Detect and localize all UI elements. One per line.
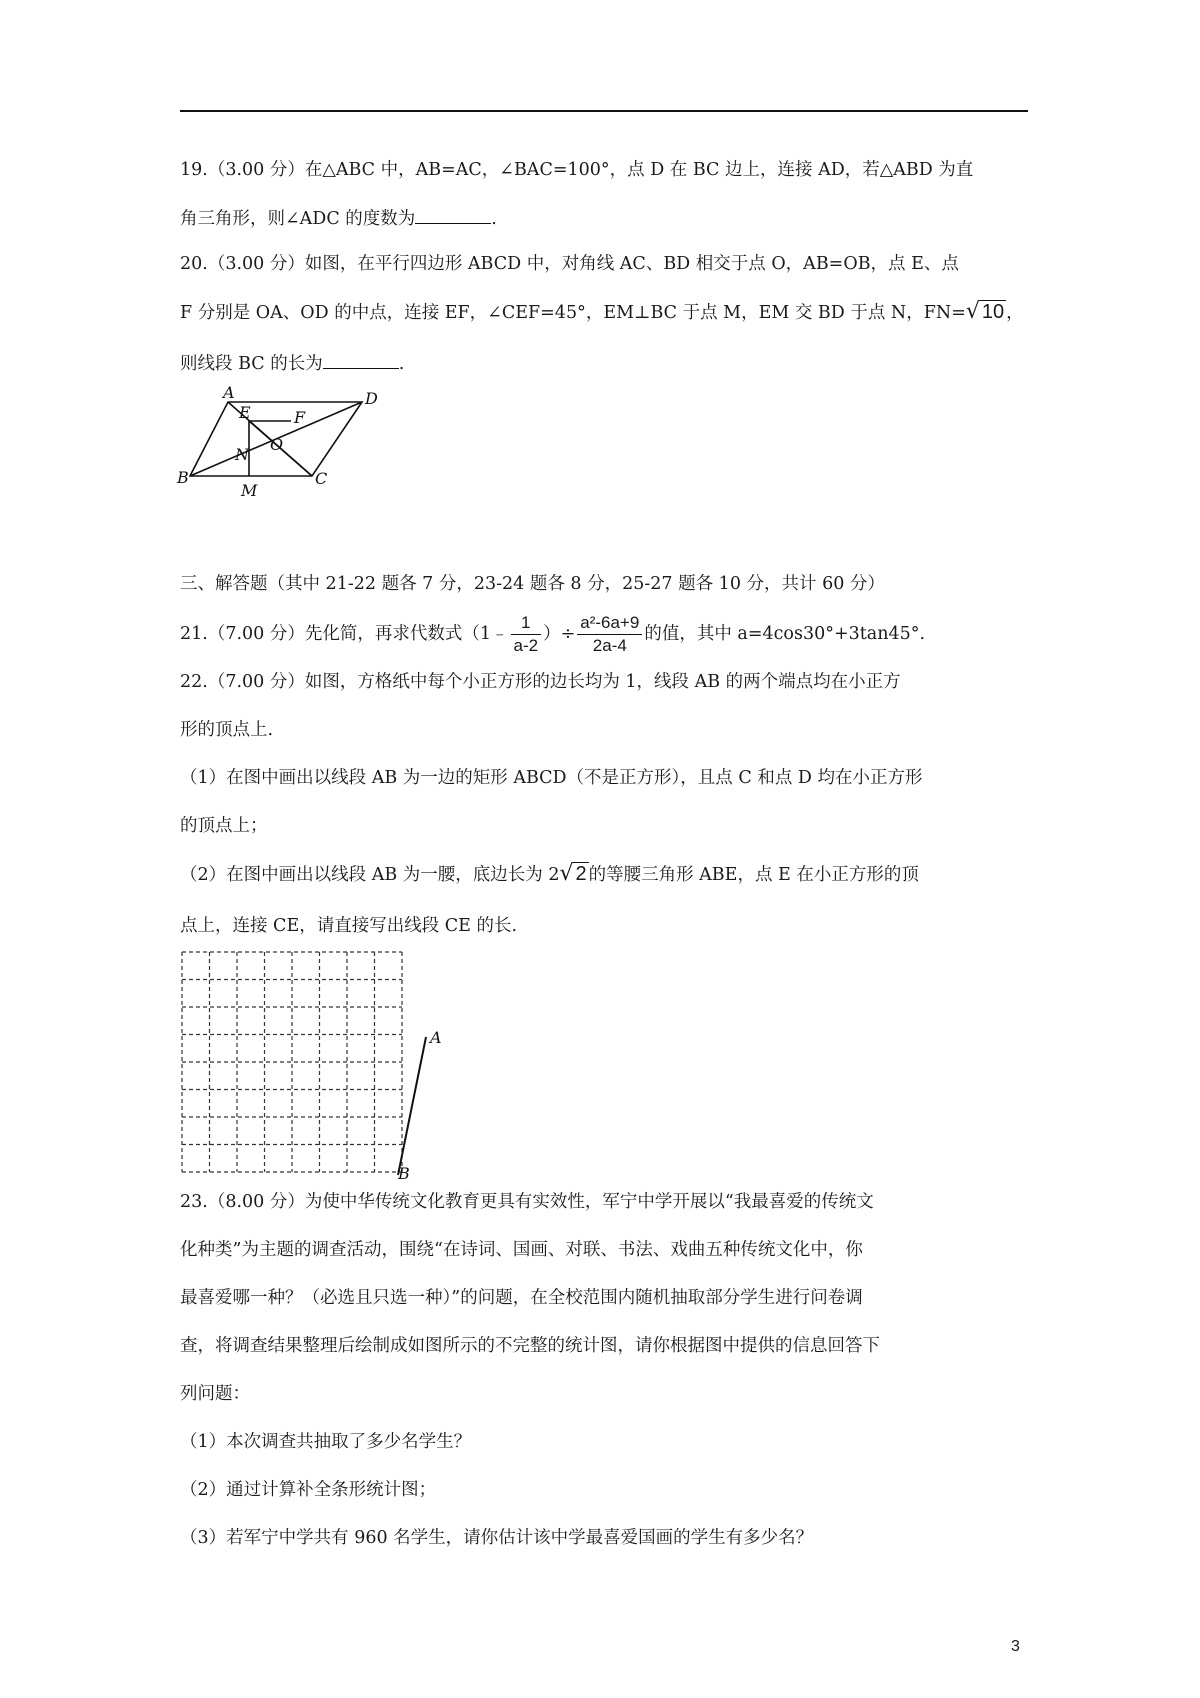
q22-sqrt-radicand: 2 (575, 863, 587, 885)
q19-line2-end: . (491, 209, 497, 229)
q19-answer-blank (415, 205, 491, 224)
q21-fraction-1 (511, 612, 542, 657)
label-o: O (270, 435, 284, 454)
label-f: F (294, 408, 306, 427)
q20-answer-blank (323, 350, 399, 369)
q19-line1: 19.（3.00 分）在△ABC 中，AB=AC，∠BAC=100°，点 D 在 BC 边上，连接 AD，若△ABD 为直 (180, 160, 974, 180)
label-e: E (239, 403, 251, 422)
q23-line3: 最喜爱哪一种？（必选且只选一种）”的问题，在全校范围内随机抽取部分学生进行问卷调 (180, 1288, 863, 1308)
q22-line2: 形的顶点上. (180, 720, 274, 740)
label-n: N (235, 445, 249, 464)
q22-sqrt: √ 2 (559, 861, 587, 886)
q22-part2-line2: 点上，连接 CE，请直接写出线段 CE 的长. (180, 916, 518, 936)
q20-line1: 20.（3.00 分）如图，在平行四边形 ABCD 中，对角线 AC、BD 相交于点 O，AB=OB，点 E、点 (180, 254, 959, 274)
q23-line4: 查，将调查结果整理后绘制成如图所示的不完整的统计图，请你根据图中提供的信息回答下 (180, 1336, 880, 1356)
q20-line3-text: 则线段 BC 的长为 (180, 354, 323, 374)
q22-part2-rest: 的等腰三角形 ABE，点 E 在小正方形的顶 (588, 865, 919, 885)
q22-line1: 22.（7.00 分）如图，方格纸中每个小正方形的边长均为 1，线段 AB 的两个端点均在小正方 (180, 672, 901, 692)
label-b: B (177, 468, 189, 487)
q21-frac1-numerator: 1 (511, 612, 542, 635)
q21-fraction-2 (577, 612, 642, 657)
label-a: A (223, 385, 235, 402)
header-rule (180, 110, 1028, 112)
q23-part3: （3）若军宁中学共有 960 名学生，请你估计该中学最喜爱国画的学生有多少名？ (180, 1528, 814, 1548)
q20-line2 (180, 300, 1040, 325)
label-d: D (365, 389, 378, 408)
q21-line (180, 610, 1040, 658)
q21-suffix: 的值，其中 a=4cos30°+3tan45°. (644, 624, 926, 644)
q20-sqrt-radicand: 10 (981, 301, 1005, 323)
q21-frac2-numerator: a²-6a+9 (577, 612, 642, 635)
q23-line5: 列问题： (180, 1384, 250, 1404)
grid-label-b: B (398, 1164, 410, 1182)
parallelogram-figure (175, 385, 395, 505)
label-m: M (241, 481, 258, 500)
q23-part2: （2）通过计算补全条形统计图； (180, 1480, 437, 1500)
grid-label-a: A (430, 1028, 442, 1047)
q20-line2-end: ， (1006, 303, 1024, 323)
q20-sqrt: √ 10 (965, 299, 1005, 324)
page-number: 3 (1011, 1638, 1020, 1655)
q19-line2 (180, 205, 1040, 231)
q21-divide: ）÷ (543, 624, 576, 644)
section3-heading: 三、解答题（其中 21-22 题各 7 分，23-24 题各 8 分，25-27 题各 10 分，共计 60 分） (180, 574, 885, 594)
q20-line2-text: F 分别是 OA、OD 的中点，连接 EF，∠CEF=45°，EM⊥BC 于点 M，EM 交 BD 于点 N，FN= (180, 303, 966, 323)
q21-frac1-denominator: a-2 (513, 636, 539, 655)
q22-part1-line1: （1）在图中画出以线段 AB 为一边的矩形 ABCD（不是正方形），且点 C 和点 D 均在小正方形 (180, 768, 923, 788)
q23-line1: 23.（8.00 分）为使中华传统文化教育更具有实效性，军宁中学开展以“我最喜爱的传统文 (180, 1192, 874, 1212)
q21-frac2-denominator: 2a-4 (592, 636, 627, 655)
q20-line3-end: . (398, 354, 405, 374)
q22-part2-text: （2）在图中画出以线段 AB 为一腰，底边长为 2 (180, 865, 560, 885)
q23-line2: 化种类”为主题的调查活动，围绕“在诗词、国画、对联、书法、戏曲五种传统文化中，你 (180, 1240, 863, 1260)
q22-part1-line2: 的顶点上； (180, 816, 268, 836)
label-c: C (315, 469, 328, 488)
q22-part2-line1 (180, 862, 1040, 887)
q19-line2-text: 角三角形，则∠ADC 的度数为 (180, 209, 416, 229)
q23-part1: （1）本次调查共抽取了多少名学生？ (180, 1432, 472, 1452)
square-grid-figure (180, 950, 450, 1182)
q21-prefix: 21.（7.00 分）先化简，再求代数式（1﹣ (180, 624, 509, 644)
q20-line3 (180, 350, 1040, 376)
